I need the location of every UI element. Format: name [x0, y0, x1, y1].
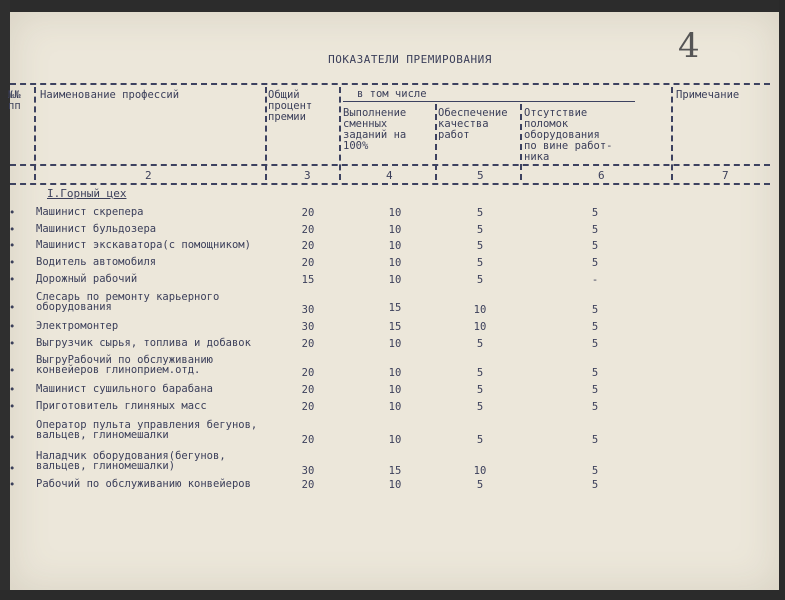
shift-tasks-value: 15 — [388, 302, 402, 314]
no-breakdowns-value: 5 — [591, 434, 599, 446]
quality-value: 5 — [476, 384, 484, 396]
total-percent: 20 — [301, 240, 315, 252]
no-breakdowns-value: 5 — [591, 240, 599, 252]
shift-tasks-value: 10 — [388, 207, 402, 219]
group-underline — [343, 101, 635, 102]
shift-tasks-value: 10 — [388, 224, 402, 236]
header-total-percent: Общий процент премии — [268, 89, 313, 123]
quality-value: 10 — [473, 321, 487, 333]
scanned-page — [10, 12, 779, 590]
profession-name: Машинист скрепера — [36, 206, 144, 218]
profession-name: Рабочий по обслуживанию конвейеров — [36, 478, 251, 490]
row-bullet: • — [9, 432, 16, 444]
row-bullet: • — [9, 240, 16, 252]
row-bullet: • — [9, 338, 16, 350]
col-number-5: 5 — [477, 169, 484, 182]
total-percent: 20 — [301, 338, 315, 350]
numbers-bottom-rule — [10, 183, 770, 185]
profession-name: Машинист бульдозера — [36, 223, 157, 235]
col-divider-3 — [339, 87, 341, 180]
quality-value: 5 — [476, 224, 484, 236]
col-number-3: 3 — [304, 169, 311, 182]
handwritten-page-number: 4 — [678, 26, 700, 66]
no-breakdowns-value: 5 — [591, 304, 599, 316]
header-including: в том числе — [357, 88, 427, 100]
shift-tasks-value: 15 — [388, 465, 402, 477]
profession-name: Электромонтер — [36, 320, 119, 332]
profession-name: Приготовитель глиняных масс — [36, 400, 207, 412]
quality-value: 5 — [476, 240, 484, 252]
no-breakdowns-value: 5 — [591, 384, 599, 396]
col-number-7: 7 — [722, 169, 729, 182]
col-divider-5 — [520, 104, 522, 180]
document-title: ПОКАЗАТЕЛИ ПРЕМИРОВАНИЯ — [328, 53, 492, 66]
no-breakdowns-value: - — [591, 274, 599, 286]
total-percent: 30 — [301, 321, 315, 333]
col-divider-4 — [435, 104, 437, 180]
shift-tasks-value: 10 — [388, 384, 402, 396]
col-number-2: 2 — [145, 169, 152, 182]
row-bullet: • — [9, 479, 16, 491]
quality-value: 10 — [473, 304, 487, 316]
header-col-number: №№ пп — [8, 89, 21, 112]
total-percent: 15 — [301, 274, 315, 286]
shift-tasks-value: 10 — [388, 274, 402, 286]
profession-name: Водитель автомобиля — [36, 256, 157, 268]
col-divider-6 — [671, 87, 673, 180]
total-percent: 20 — [301, 401, 315, 413]
profession-name: Оператор пульта управления бегунов, вальцев, глиномешалки — [36, 419, 258, 441]
row-bullet: • — [9, 257, 16, 269]
viewer-bottom-bar — [0, 590, 785, 600]
shift-tasks-value: 10 — [388, 434, 402, 446]
header-profession: Наименование профессий — [40, 89, 180, 101]
quality-value: 5 — [476, 274, 484, 286]
profession-name: Дорожный рабочий — [36, 273, 138, 285]
total-percent: 30 — [301, 465, 315, 477]
col-number-6: 6 — [598, 169, 605, 182]
shift-tasks-value: 15 — [388, 321, 402, 333]
viewer-top-bar — [0, 0, 785, 12]
row-bullet: • — [9, 321, 16, 333]
row-bullet: • — [9, 463, 16, 475]
row-bullet: • — [9, 302, 16, 314]
no-breakdowns-value: 5 — [591, 401, 599, 413]
quality-value: 5 — [476, 257, 484, 269]
profession-name: Слесарь по ремонту карьерного оборудования — [36, 291, 220, 313]
row-bullet: • — [9, 207, 16, 219]
quality-value: 5 — [476, 434, 484, 446]
quality-value: 5 — [476, 479, 484, 491]
header-note: Примечание — [676, 89, 740, 101]
profession-name: Машинист сушильного барабана — [36, 383, 214, 395]
profession-name: Машинист экскаватора(с помощником) — [36, 239, 251, 251]
no-breakdowns-value: 5 — [591, 321, 599, 333]
shift-tasks-value: 10 — [388, 479, 402, 491]
total-percent: 20 — [301, 434, 315, 446]
quality-value: 5 — [476, 367, 484, 379]
shift-tasks-value: 10 — [388, 240, 402, 252]
quality-value: 5 — [476, 401, 484, 413]
no-breakdowns-value: 5 — [591, 207, 599, 219]
total-percent: 20 — [301, 367, 315, 379]
shift-tasks-value: 10 — [388, 367, 402, 379]
row-bullet: • — [9, 401, 16, 413]
row-bullet: • — [9, 224, 16, 236]
total-percent: 20 — [301, 479, 315, 491]
viewer-right-edge — [779, 0, 785, 600]
shift-tasks-value: 10 — [388, 257, 402, 269]
total-percent: 20 — [301, 384, 315, 396]
no-breakdowns-value: 5 — [591, 338, 599, 350]
header-shift-tasks: Выполнение сменных заданий на 100% — [343, 107, 407, 152]
col-divider-1 — [34, 87, 36, 180]
quality-value: 10 — [473, 465, 487, 477]
no-breakdowns-value: 5 — [591, 479, 599, 491]
row-bullet: • — [9, 384, 16, 396]
total-percent: 20 — [301, 224, 315, 236]
header-quality: Обеспечение качества работ — [438, 107, 508, 141]
profession-name: Выгрузчик сырья, топлива и добавок — [36, 337, 251, 349]
col-number-4: 4 — [386, 169, 393, 182]
quality-value: 5 — [476, 207, 484, 219]
profession-name: ВыгруРабочий по обслуживанию конвейеров глиноприем.отд. — [36, 354, 214, 376]
header-no-breakdowns: Отсутствие поломок оборудования по вине работ- ника — [524, 107, 613, 163]
header-bottom-rule — [10, 164, 770, 166]
no-breakdowns-value: 5 — [591, 367, 599, 379]
total-percent: 20 — [301, 207, 315, 219]
profession-name: Наладчик оборудования(бегунов, вальцев, глиномешалки) — [36, 450, 226, 472]
row-bullet: • — [9, 274, 16, 286]
row-bullet: • — [9, 365, 16, 377]
header-top-rule — [10, 83, 770, 85]
total-percent: 20 — [301, 257, 315, 269]
col-divider-2 — [265, 87, 267, 180]
shift-tasks-value: 10 — [388, 401, 402, 413]
total-percent: 30 — [301, 304, 315, 316]
no-breakdowns-value: 5 — [591, 465, 599, 477]
no-breakdowns-value: 5 — [591, 224, 599, 236]
shift-tasks-value: 10 — [388, 338, 402, 350]
quality-value: 5 — [476, 338, 484, 350]
no-breakdowns-value: 5 — [591, 257, 599, 269]
section-title: I.Горный цех — [47, 187, 127, 200]
